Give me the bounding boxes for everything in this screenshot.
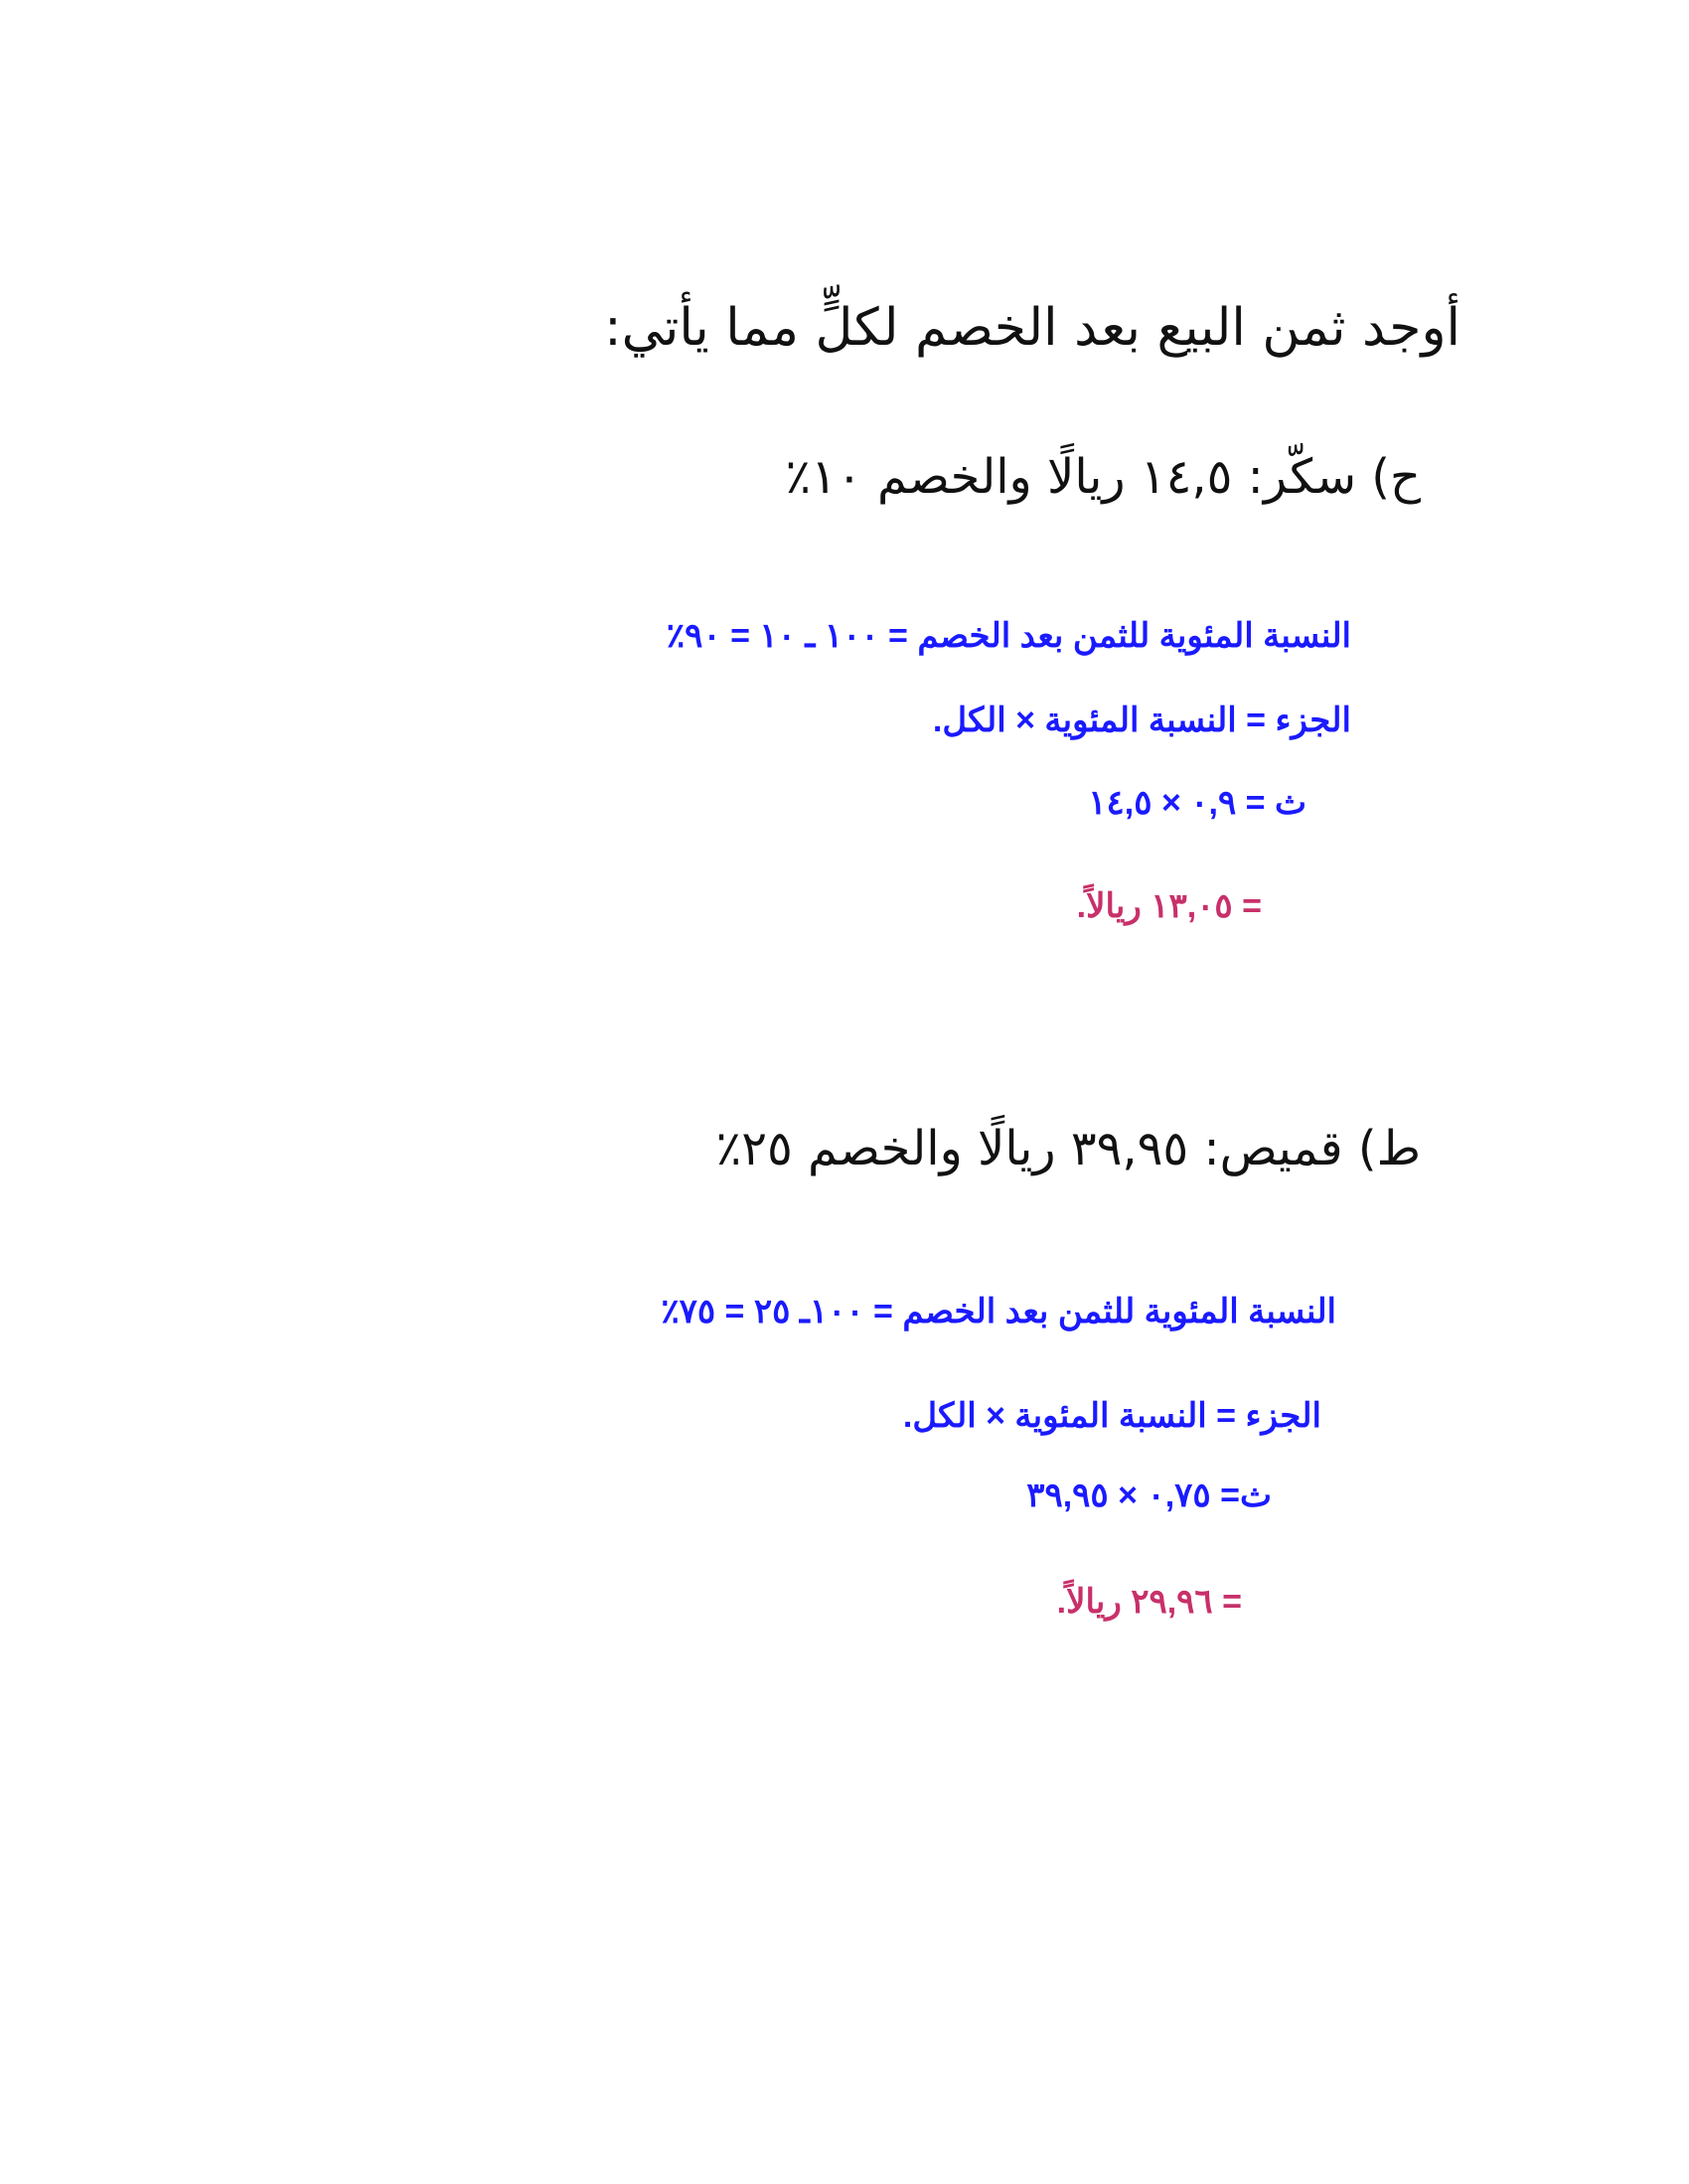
problem-h-question: ح) سكّر: ١٤,٥ ريالًا والخصم ١٠٪ [785,449,1421,505]
problem-t-answer: = ٢٩,٩٦ ريالاً. [1056,1583,1242,1621]
problem-h-calc-step: ث = ٠,٩ × ١٤,٥ [1088,784,1306,822]
problem-t-calc-step: ث= ٠,٧٥ × ٣٩,٩٥ [1026,1477,1272,1514]
problem-h-answer: = ١٣,٠٥ ريالاً. [1076,887,1262,925]
problem-t-question: ط) قميص: ٣٩,٩٥ ريالًا والخصم ٢٥٪ [715,1121,1421,1176]
problem-t-percent-step: النسبة المئوية للثمن بعد الخصم = ١٠٠ـ ٢٥ = ٧٥٪ [661,1293,1336,1330]
instruction-heading: أوجد ثمن البيع بعد الخصم لكلٍّ مما يأتي: [604,298,1460,358]
problem-h-percent-step: النسبة المئوية للثمن بعد الخصم = ١٠٠ ـ ١٠ = ٩٠٪ [666,617,1351,655]
problem-h-formula-step: الجزء = النسبة المئوية × الكل. [932,702,1351,739]
problem-t-formula-step: الجزء = النسبة المئوية × الكل. [902,1397,1321,1435]
